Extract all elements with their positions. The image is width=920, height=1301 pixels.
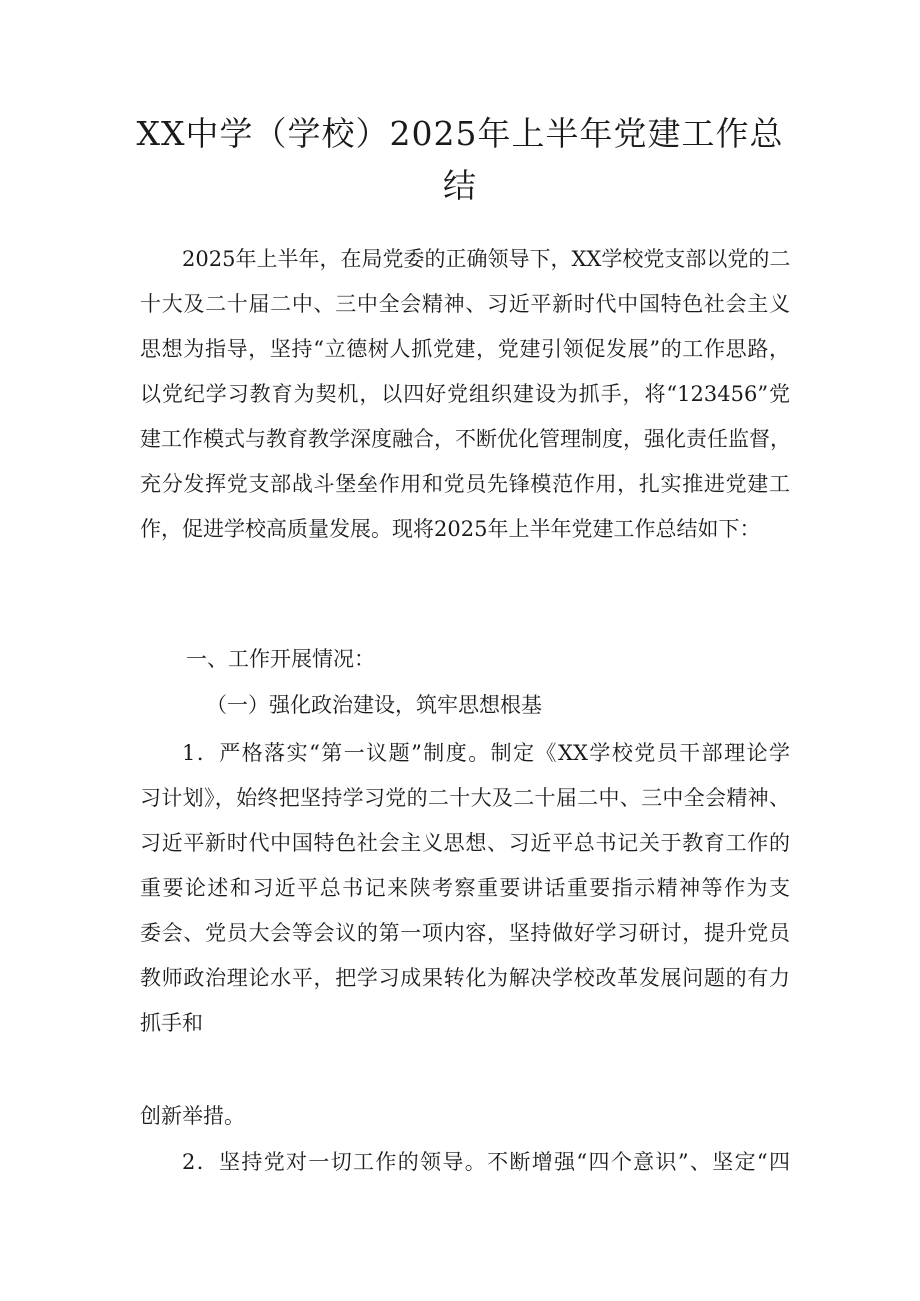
item-2-paragraph [140, 1140, 790, 1185]
paragraph-line: 习近平新时代中国特色社会主义思想、习近平总书记关于教育工作的 [140, 831, 790, 855]
paragraph-line: 2025年上半年，在局党委的正确领导下，XX学校党支部以党的二 [182, 247, 791, 271]
paragraph-line: 抓手和 [140, 1011, 203, 1035]
paragraph-line: 思想为指导，坚持“立德树人抓党建，党建引领促发展”的工作思路， [140, 337, 790, 361]
subsection-heading: （一）强化政治建设，筑牢思想根基 [206, 693, 542, 717]
paragraph-line: 建工作模式与教育教学深度融合，不断优化管理制度，强化责任监督， [140, 427, 791, 451]
paragraph-line: 习计划》，始终把坚持学习党的二十大及二十届二中、三中全会精神、 [140, 786, 790, 810]
intro-paragraph [140, 237, 790, 552]
paragraph-continuation: 创新举措。 [140, 1104, 245, 1128]
document-title [120, 108, 800, 212]
paragraph-line: 教师政治理论水平，把学习成果转化为解决学校改革发展问题的有力 [140, 966, 790, 990]
paragraph-line: 作，促进学校高质量发展。现将2025年上半年党建工作总结如下： [140, 517, 761, 541]
title-line-2: 结 [443, 166, 477, 205]
paragraph-line: 以党纪学习教育为契机，以四好党组织建设为抓手，将“123456”党 [140, 382, 790, 406]
title-line-1: XX中学（学校）2025年上半年党建工作总 [136, 114, 784, 153]
paragraph-line: 1．严格落实“第一议题”制度。制定《XX学校党员干部理论学 [182, 741, 790, 765]
section-heading: 一、工作开展情况： [186, 647, 375, 671]
paragraph-line: 委会、党员大会等会议的第一项内容，坚持做好学习研讨，提升党员 [140, 921, 790, 945]
paragraph-line: 充分发挥党支部战斗堡垒作用和党员先锋模范作用，扎实推进党建工 [140, 472, 790, 496]
paragraph-line: 重要论述和习近平总书记来陕考察重要讲话重要指示精神等作为支 [140, 876, 790, 900]
paragraph-line: 2．坚持党对一切工作的领导。不断增强“四个意识”、坚定“四 [182, 1150, 790, 1174]
paragraph-line: 十大及二十届二中、三中全会精神、习近平新时代中国特色社会主义 [140, 292, 790, 316]
item-1-paragraph [140, 731, 790, 1046]
